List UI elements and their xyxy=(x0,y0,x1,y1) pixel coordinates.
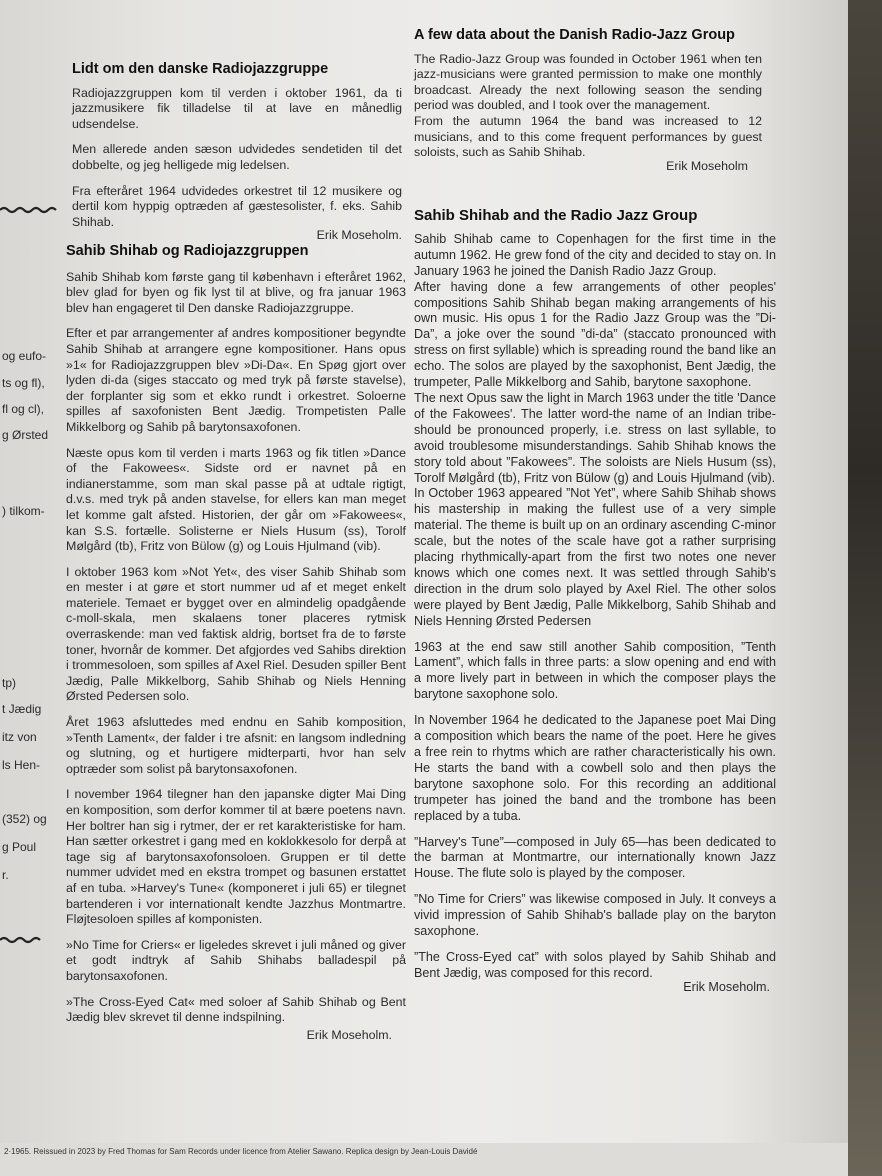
signature: Erik Moseholm. xyxy=(306,1027,392,1042)
danish-intro-heading: Lidt om den danske Radiojazzgruppe xyxy=(72,61,329,77)
edge-fragment: tp) xyxy=(2,676,17,690)
background-edge xyxy=(848,0,882,1176)
paragraph: Efter et par arrangementer af andres kompositioner begyndte Sahib Shihab at arrangere egne kompositioner. Hans opus »1« for Radiojazzgruppen blev »Di-Da«. En Spøg gjort over lyden di-da (siges staccato og med tryk på første stavelse), der forplanter sig som et ekko rundt i orkestret. Soloerne spilles af saxofonisten Bent Jædig. Trompetisten Palle Mikkelborg og Sahib på barytonsaxofonen. xyxy=(66,326,406,434)
paragraph: ”The Cross-Eyed cat” with solos played by Sahib Shihab and Bent Jædig, was composed for this record. xyxy=(414,949,776,980)
edge-fragment: ls Hen- xyxy=(2,758,41,772)
paragraph: After having done a few arrangements of other peoples' compositions Sahib Shihab began making arrangements of his own music. His opus 1 for the Radio Jazz Group was the ”Di-Da”, a joke over the sound ”di-da” (staccato pronounced with stress on first syllable) which is spreading round the band like an echo. The solos are played by the saxophonist, Bent Jædig, the trumpeter, Palle Mikkelborg and Sahib, barytone saxophone. xyxy=(414,279,776,390)
paragraph: From the autumn 1964 the band was increased to 12 musicians, and to this come frequent performances by guest soloists, such as Sahib Shihab. xyxy=(414,113,762,160)
danish-main-heading: Sahib Shihab og Radiojazzgruppen xyxy=(66,243,309,259)
english-intro-column xyxy=(414,28,762,174)
signature: Erik Moseholm. xyxy=(316,228,402,243)
signature: Erik Moseholm. xyxy=(683,979,770,994)
english-intro-heading: A few data about the Danish Radio-Jazz Group xyxy=(414,27,735,43)
edge-fragment: (352) og xyxy=(2,812,47,826)
paragraph: The Radio-Jazz Group was founded in October 1961 when ten jazz-musicians were granted permission to make one monthly broadcast. Already the next following season the sending period was doubled, and I took over the management. xyxy=(414,51,762,113)
paragraph: »The Cross-Eyed Cat« med soloer af Sahib Shihab og Bent Jædig blev skrevet til denne indspilning. xyxy=(66,994,406,1025)
squiggle-ornament xyxy=(0,934,44,946)
paragraph: Året 1963 afsluttedes med endnu en Sahib komposition, »Tenth Lament«, der falder i tre afsnit: en langsom indledning og slutning, og et hurtigere midterparti, hvor han selv optræder som solist på barytonsaxofonen. xyxy=(66,715,406,776)
english-main-heading: Sahib Shihab and the Radio Jazz Group xyxy=(414,207,698,224)
paragraph: ”No Time for Criers” was likewise composed in July. It conveys a vivid impression of Sahib Shihab's ballade play on the baryton saxophone. xyxy=(414,892,776,939)
paragraph: ”Harvey's Tune”—composed in July 65—has been dedicated to the barman at Montmartre, our internationally known Jazz House. The flute solo is played by the composer. xyxy=(414,834,776,881)
paragraph: Men allerede anden sæson udvidedes sendetiden til det dobbelte, og jeg helligede mig ledelsen. xyxy=(72,142,402,172)
edge-fragment: g Ørsted xyxy=(2,428,49,442)
paragraph: Fra efteråret 1964 udvidedes orkestret til 12 musikere og dertil kom hyppig optræden af gæstesolister, f. eks. Sahib Shihab. xyxy=(72,183,402,229)
paragraph: 1963 at the end saw still another Sahib composition, ”Tenth Lament”, which falls in three parts: a slow opening and end with a more lively part in between in which the composer plays the barytone saxophone solo. xyxy=(414,639,776,702)
paragraph: Sahib Shihab kom første gang til københavn i efteråret 1962, blev glad for byen og fik lyst til at blive, og fra januar 1963 blev han engageret til Den danske Radiojazzgruppe. xyxy=(66,269,406,315)
paragraph: I november 1964 tilegner han den japanske digter Mai Ding en komposition, som derfor kommer til at bære poetens navn. Her boltrer han sig i rytmer, der er ret karakteristiske for ham. Han sætter orkestret i gang med en koklokkesolo for derpå at tage sig af barytonsaxofonsoloen. Gruppen er til dette nummer udvidet med en ekstra trompet og basunen erstattet af en tuba. »Harvey's Tune« (komponeret i juli 65) er tilegnet bartenderen i vor internationalt kendte Jazzhus Montmartre. Fløjtesoloen spilles af komponisten. xyxy=(66,787,406,927)
english-main-column xyxy=(414,208,776,996)
edge-fragment: r. xyxy=(2,868,9,882)
credits-footer xyxy=(0,1143,848,1176)
paragraph: Radiojazzgruppen kom til verden i oktober 1961, da ti jazzmusikere fik tilladelse til at lave en månedlig udsendelse. xyxy=(72,85,402,131)
squiggle-ornament xyxy=(0,204,58,216)
edge-fragment: itz von xyxy=(2,730,37,744)
edge-fragment: g Poul xyxy=(2,840,37,854)
danish-main-column xyxy=(66,244,406,1043)
edge-fragment: fl og cl), xyxy=(2,402,45,416)
signature: Erik Moseholm xyxy=(666,158,748,173)
paragraph: In November 1964 he dedicated to the Japanese poet Mai Ding a composition which bears the name of the poet. Here he gives a free rein to rhytms which are rather characteristically his own. He starts the band with a cowbell solo and then plays the barytone saxophone solo. For this recording an additional trumpeter has joined the band and the trombone has been replaced by a tuba. xyxy=(414,713,776,823)
edge-fragment: ) tilkom- xyxy=(2,504,45,518)
edge-fragment: t Jædig xyxy=(2,702,42,716)
paragraph: Sahib Shihab came to Copenhagen for the first time in the autumn 1962. He grew fond of the city and decided to stay on. In January 1963 he joined the Danish Radio Jazz Group. xyxy=(414,231,776,278)
paragraph: »No Time for Criers« er ligeledes skrevet i juli måned og giver et godt indtryk af Sahib Shihabs balladespil på barytonsaxofonen. xyxy=(66,937,406,983)
danish-intro-column xyxy=(72,62,402,244)
paragraph: I oktober 1963 kom »Not Yet«, des viser Sahib Shihab som en mester i at gøre et stort nummer ud af et meget enkelt materiele. Temaet er bygget over en almindelig opadgående c-moll-skala, men skalaens toner placeres rytmisk overraskende: man ved faktisk aldrig, bortset fra de to første toner, hvornår de kommer. Det afgjordes ved Sahibs direktion i trommesoloen, som spilles af Axel Riel. Desuden spiller Bent Jædig, Palle Mikkelborg, Sahib Shihab og Niels Henning Ørsted Pedersen solo. xyxy=(66,564,406,704)
paragraph: The next Opus saw the light in March 1963 under the title 'Dance of the Fakowees'. The latter word-the name of an Indian tribe-should be pronounced properly, i.e. stress on last syllable, to avoid troublesome misunderstandings. Sahib Shihab knows the story told about ”Fakowees”. The soloists are Niels Husum (ss), Torolf Mølgård (tb), Fritz von Bülow (g) and Louis Hjulmand (vib). xyxy=(414,390,776,485)
edge-fragment: ts og fl), xyxy=(2,376,45,390)
edge-fragment: og eufo- xyxy=(2,349,47,363)
paragraph: In October 1963 appeared ”Not Yet”, where Sahib Shihab shows his mastership in making the fullest use of a very simple material. The theme is built up on an ordinary ascending C-minor scale, but the notes of the scale have got a rather surprising placing rhythmically-apart from the first two notes one never knows which one comes next. It was settled through Sahib's direction in the drum solo played by Axel Riel. The other solos were played by Bent Jædig, Palle Mikkelborg, Sahib Shihab and Niels Henning Ørsted Pedersen xyxy=(414,486,776,628)
footer-credits-text: 2·1965. Reissued in 2023 by Fred Thomas for Sam Records under licence from Atelier Sawano. Replica design by Jean-Louis Davidé xyxy=(4,1147,478,1156)
paragraph: Næste opus kom til verden i marts 1963 og fik titlen »Dance of the Fakowees«. Sidste ord er navnet på en indianerstamme, som man skal passe på at udtale rigtigt, d.v.s. med tryk på anden stavelse, for ellers kan man meget let komme galt afsted. Historien, der går om »Fakowees«, kan S.S. fortælle. Solisterne er Niels Husum (ss), Torolf Mølgård (tb), Fritz von Bülow (g) og Louis Hjulmand (vib). xyxy=(66,445,406,554)
